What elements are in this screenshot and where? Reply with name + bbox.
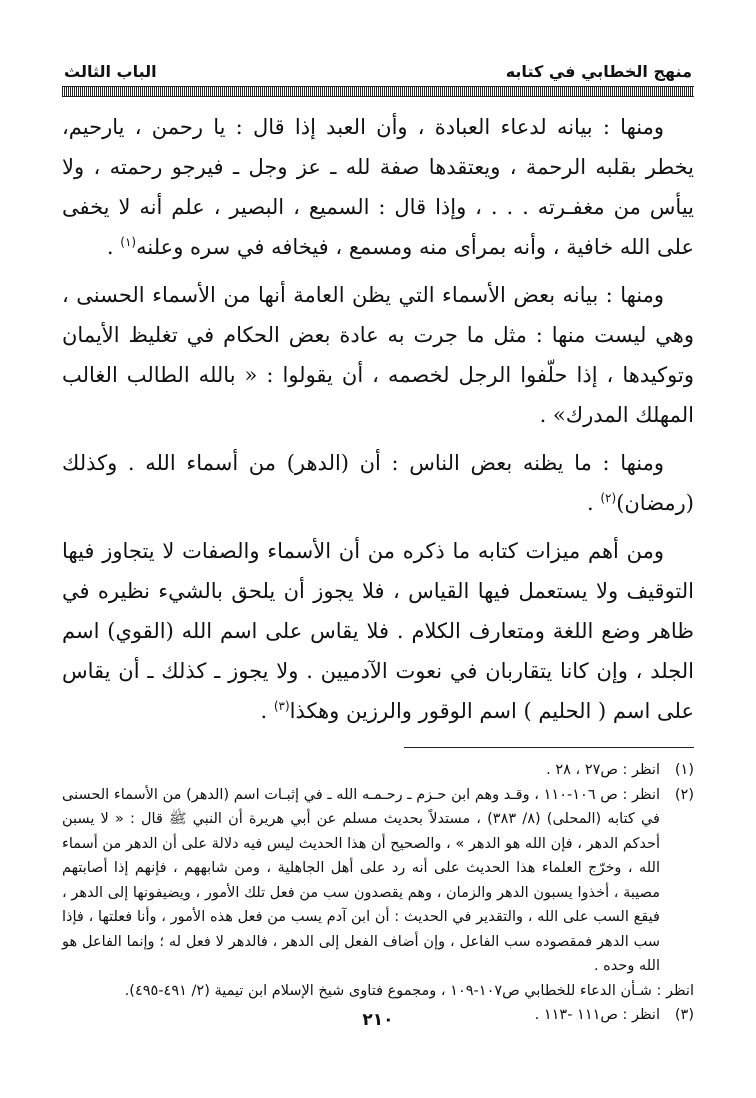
footnote-separator	[404, 747, 694, 748]
footnote-text: انظر : ص١١١ -١١٣ .	[534, 1007, 660, 1023]
footnote-mark[interactable]: (٣)	[273, 699, 290, 713]
footnote-text: انظر : ص٢٧ ، ٢٨ .	[546, 762, 660, 778]
paragraph: ومنها : بيانه بعض الأسماء التي يظن العامة أنها من الأسماء الحسنى ، وهي ليست منها : مثل ما جرت به عادة بعض الحكام في تغليظ الأيمان وتوكيدها ، إذا حلّفوا الرجل لخصمه ، أن يقولوا : « بالله الطالب الغالب المهلك المدرك» .	[62, 283, 694, 427]
body-text	[62, 107, 694, 731]
header-rule	[62, 86, 694, 97]
footnote-mark[interactable]: (٢)	[600, 491, 617, 505]
paragraph: ومن أهم ميزات كتابه ما ذكره من أن الأسماء والصفات لا يتجاوز فيها التوقيف ولا يستعمل فيها القياس ، فلا يجوز أن يلحق بالشيء نظيره في ظاهر وضع اللغة ومتعارف الكلام . فلا يقاس على اسم الله (القوي) اسم الجلد ، وإن كانا يتقاربان في نعوت الآدميين . ولا يجوز ـ كذلك ـ أن يقاس على اسم ( الحليم ) اسم الوقور والرزين وهكذا$^{(٣)}$ .	[62, 539, 694, 723]
footnotes	[62, 758, 694, 1028]
chapter-title: الباب الثالث	[64, 62, 157, 81]
footnote-number: (١)	[674, 762, 694, 778]
footnote	[62, 758, 694, 783]
running-header	[62, 62, 694, 84]
footnote-text: انظر : ص ١٠٦-١١٠ ، وقـد وهم ابن حـزم ـ رحـمـه الله ـ في إثبـات اسم (الدهر) من الأسماء الحسنى في كتابه (المحلى) (٨/ ٣٨٣) ، مستدلاً بحديث مسلم عن أبي هريرة أن النبي ﷺ قال : « لا يسبن أحدكم الدهر ، فإن الله هو الدهر » ، والصحيح أن هذا الحديث ليس فيه دلالة على أن الدهر من أسماء الله ، وخرّج العلماء هذا الحديث على أنه رد على أهل الجاهلية ، ومن شابههم ، فإنهم إذا أصابتهم مصيبة ، أخذوا يسبون الدهر والزمان ، وهم يقصدون سب من فعل تلك الأمور ، ويضيفونها إلى الدهر ، فيقع السب على الله ، والتقدير في الحديث : أن ابن آدم يسب من فعل هذه الأمور ، وأنا فعلتها ، فإذا سب الدهر فمقصوده سب الفاعل ، وإن أضاف الفعل إلى الدهر ، فالدهر لا فعل له ؛ وإنما الفاعل هو الله وحده .	[62, 786, 661, 974]
footnote-reference: انظر : شـأن الدعاء للخطابي ص١٠٧-١٠٩ ، ومجموع فتاوى شيخ الإسلام ابن تيمية (٢/ ٤٩١-٤٩٥).	[124, 982, 694, 999]
footnote	[62, 783, 694, 979]
book-title: منهج الخطابي في كتابه	[505, 62, 692, 81]
footnote-number: (٢)	[674, 786, 694, 803]
page-number: ٢١٠	[362, 1010, 394, 1030]
footnote-number: (٣)	[674, 1007, 694, 1023]
paragraph: ومنها : ما يظنه بعض الناس : أن (الدهر) من أسماء الله . وكذلك (رمضان)$^{(٢)}$ .	[62, 451, 694, 515]
paragraph: ومنها : بيانه لدعاء العبادة ، وأن العبد إذا قال : يا رحمن ، يارحيم، يخطر بقلبه الرحمة ، ويعتقدها صفة لله ـ عز وجل ـ فيرجو رحمته ، ولا ييأس من مغفـرته . . . ، وإذا قال : السميع ، البصير ، علم أنه لا يخفى على الله خافية ، وأنه بمرأى منه ومسمع ، فيخافه في سره وعلنه$^{(١)}$ .	[62, 115, 694, 259]
footnote-mark[interactable]: (١)	[120, 235, 137, 249]
